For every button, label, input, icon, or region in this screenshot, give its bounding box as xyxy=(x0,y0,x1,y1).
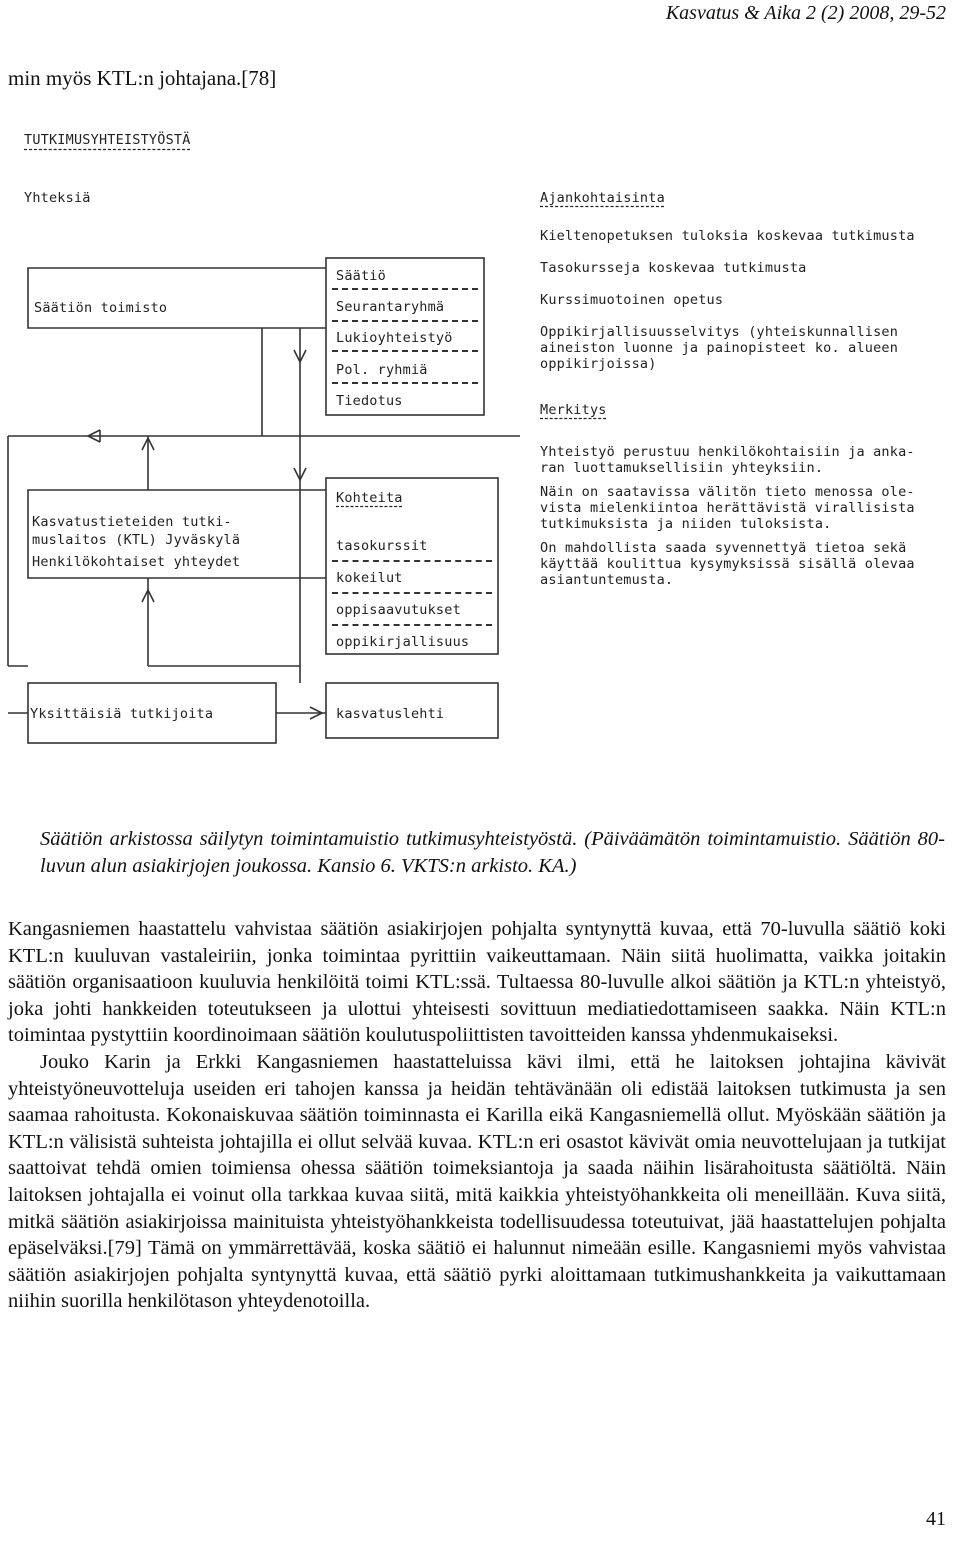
merkitys-line-8: asiantuntemusta. xyxy=(540,572,674,588)
scanned-diagram xyxy=(0,118,960,768)
saatio-item-5: Tiedotus xyxy=(336,393,403,409)
ajankohtaisinta-heading: Ajankohtaisinta xyxy=(540,190,665,206)
paragraph: Kangasniemen haastattelu vahvistaa säätiön asiakirjojen pohjalta syntynyttä kuvaa, että 70-luvulla säätiö koki KTL:n kuuluvan vastaleiriin, jonka toimintaa pyrittiin vaikeuttamaan. Näin siitä huolimatta, vaikka joitakin säätiön organisaatioon kuuluvia henkilöitä toimi KTL:ssä. Tultaessa 80-luvulle alkoi säätiön ja KTL:n yhteistyö, joka johti hankkeiden toteutukseen ja ulottui yhteisesti sovittuun mediatiedottamiseen saakka. Näin KTL:n toimintaa pystyttiin koordinoimaan säätiön koulutuspoliittisten tavoitteiden kanssa yhdenmukaiseksi. xyxy=(8,918,946,1047)
diagram-lines xyxy=(0,118,960,768)
label-kasvatuslehti: kasvatuslehti xyxy=(336,706,445,722)
ktl-line-2: muslaitos (KTL) Jyväskylä xyxy=(32,532,241,548)
kohteita-heading: Kohteita xyxy=(336,490,403,506)
merkitys-line-7: käyttää koulittua kysymyksissä sisällä olevaa xyxy=(540,556,915,572)
ajankohtaisinta-item-4: Oppikirjallisuusselvitys (yhteiskunnallisen xyxy=(540,324,899,340)
label-yksittaisia: Yksittäisiä tutkijoita xyxy=(30,706,214,722)
merkitys-line-2: ran luottamuksellisiin yhteyksiin. xyxy=(540,460,824,476)
ktl-line-3: Henkilökohtaiset yhteydet xyxy=(32,554,241,570)
saatio-item-4: Pol. ryhmiä xyxy=(336,362,428,378)
ajankohtaisinta-item-1: Kieltenopetuksen tuloksia koskevaa tutkimusta xyxy=(540,228,915,244)
saatio-item-2: Seurantaryhmä xyxy=(336,299,445,315)
running-head: Kasvatus & Aika 2 (2) 2008, 29-52 xyxy=(665,2,946,24)
kohteita-item-3: oppisaavutukset xyxy=(336,602,461,618)
ajankohtaisinta-item-2: Tasokursseja koskevaa tutkimusta xyxy=(540,260,807,276)
merkitys-line-4: vista mielenkiintoa herättävistä virallisista xyxy=(540,500,915,516)
ajankohtaisinta-item-3: Kurssimuotoinen opetus xyxy=(540,292,724,308)
merkitys-line-1: Yhteistyö perustuu henkilökohtaisiin ja anka- xyxy=(540,444,915,460)
merkitys-line-5: tutkimuksista ja niiden tuloksista. xyxy=(540,516,832,532)
merkitys-line-6: On mahdollista saada syvennettyä tietoa sekä xyxy=(540,540,907,556)
ajankohtaisinta-item-5: aineiston luonne ja painopisteet ko. alueen xyxy=(540,340,899,356)
label-saation-toimisto: Säätiön toimisto xyxy=(34,300,168,316)
merkitys-heading: Merkitys xyxy=(540,402,607,418)
paragraph: Jouko Karin ja Erkki Kangasniemen haastatteluissa kävi ilmi, että he laitoksen johtajina kävivät yhteistyöneuvotteluja useiden eri tahojen kanssa ja heidän tehtävänään oli edistää laitoksen tutkimusta ja sen saamaa rahoitusta. Kokonaiskuvaa säätiön toiminnasta ei Karilla eikä Kangasniemellä ollut. Myöskään säätiön ja KTL:n välisistä suhteista johtajilla ei ollut selvää kuvaa. KTL:n eri osastot kävivät omia neuvottelujaan ja tutkijat saattoivat tehdä omien toimiensa ohessa säätiön toimeksiantoja ja saada näihin lisärahoitusta säätiöltä. Näin laitoksen johtajalla ei voinut olla tarkkaa kuvaa siitä, mitä kaikkia yhteistyöhankkeita oli meneillään. Kuva siitä, mitkä säätiön asiakirjoissa mainituista yhteistyöhankkeista todellisuudessa toteutuivat, jää haastattelujen pohjalta epäselväksi.[79] Tämä on ymmärrettävää, koska säätiö ei halunnut nimeään esille. Kangasniemi myös vahvistaa säätiön asiakirjojen pohjalta syntynyttä kuvaa, että säätiö pyrki aloittamaan tutkimushankkeita ja vaikuttamaan niihin suorilla henkilötason yhteydenotoilla. xyxy=(8,1050,946,1313)
body-text xyxy=(8,916,946,1315)
saatio-item-3: Lukioyhteistyö xyxy=(336,330,453,346)
diagram-title: TUTKIMUSYHTEISTYÖSTÄ xyxy=(24,132,191,148)
ajankohtaisinta-item-6: oppikirjoissa) xyxy=(540,356,657,372)
kohteita-item-2: kokeilut xyxy=(336,570,403,586)
kohteita-item-1: tasokurssit xyxy=(336,538,428,554)
kohteita-item-4: oppikirjallisuus xyxy=(336,634,470,650)
saatio-item-1: Säätiö xyxy=(336,268,386,284)
page-number: 41 xyxy=(926,1508,946,1530)
ktl-line-1: Kasvatustieteiden tutki- xyxy=(32,514,232,530)
merkitys-line-3: Näin on saatavissa välitön tieto menossa ole- xyxy=(540,484,915,500)
box-saation-toimisto xyxy=(28,268,300,328)
figure-caption: Säätiön arkistossa säilytyn toimintamuistio tutkimusyhteistyöstä. (Päiväämätön toimintamuistio. Säätiön 80-luvun alun asiakirjojen joukossa. Kansio 6. VKTS:n arkisto. KA.) xyxy=(40,828,945,877)
label-yhteksia: Yhteksiä xyxy=(24,190,91,206)
body-first-line: min myös KTL:n johtajana.[78] xyxy=(8,66,277,90)
